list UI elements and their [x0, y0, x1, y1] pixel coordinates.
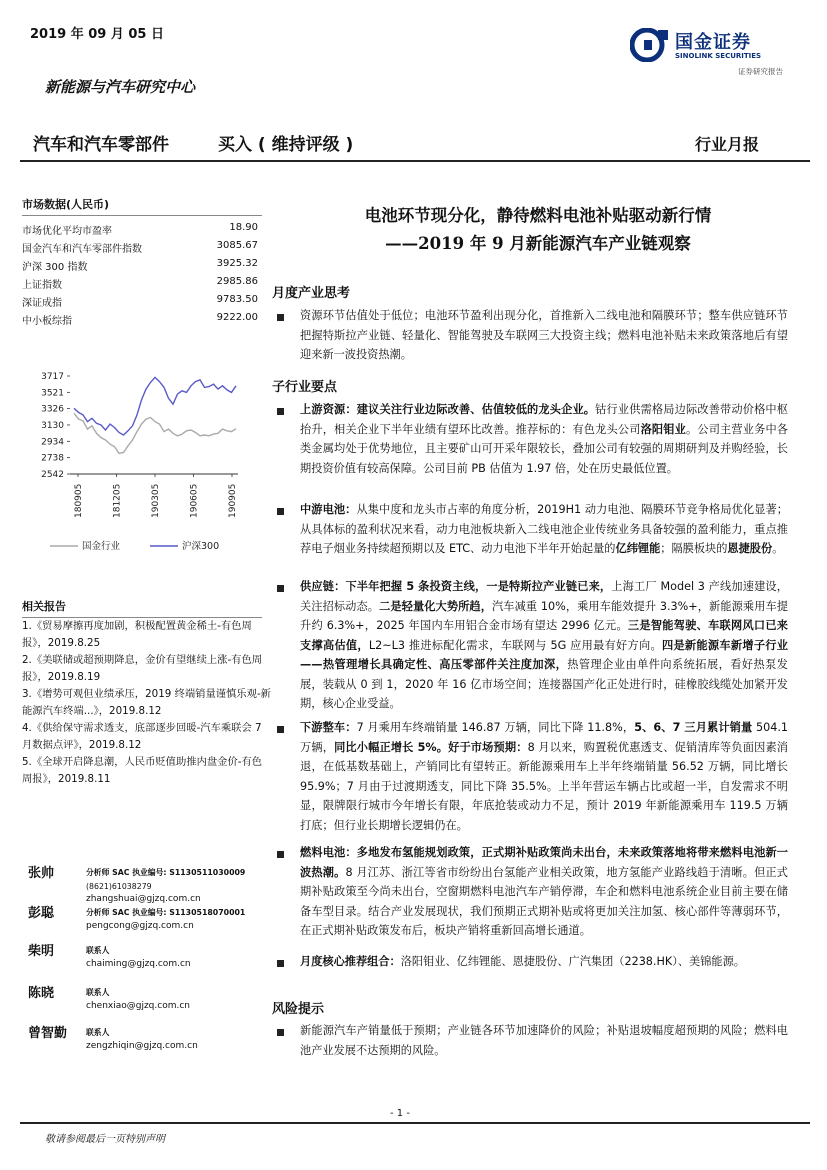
related-report: 5.《全球开启降息潮，人民币贬值助推内盘金价-有色周报》，2019.8.11 — [22, 756, 263, 785]
research-center: 新能源与汽车研究中心 — [45, 78, 196, 96]
market-data-title: 市场数据(人民币) — [22, 196, 262, 216]
x-tick-label: 190605 — [189, 483, 200, 518]
supply-chain-paragraph: 供应链：下半年把握 5 条投资主线，一是特斯拉产业链已来，上海工厂 Model 3 产线加速建设，关注招标动态。二是轻量化大势所趋，汽车减重 10%，乘用车能效提升 3.3%+，新能源乘用车提升约 6.3%+，2025 年国内车用铝合金市场有望达 2996 亿元。三是智能驾驶、车联网风口已来支撑高估值，L2~L3 推进标配化需求，车联网与 5G 应用最有好方向。四是新能源车新增子行业——热管理增长具确定性、高压零部件关注度加深，热管理企业由单件向系统拓展，看好热泵发展，装载从 0 到 1，2020 年 16 亿市场空间；连接器国产化正处进行时，硅橡胶线缆处加紧开发期，核心企业受益。 — [300, 580, 788, 710]
company-logo-icon — [630, 28, 670, 62]
section-heading: 风险提示 — [272, 1002, 325, 1017]
analyst-info: 联系人 chaiming@gjzq.com.cn — [86, 946, 191, 969]
logo-english: SINOLINK SECURITIES — [675, 52, 762, 60]
bullet-icon — [277, 960, 284, 967]
header-divider — [20, 160, 810, 162]
bullet-icon — [277, 1029, 284, 1036]
index-chart — [20, 362, 252, 592]
disclaimer-note: 敬请参阅最后一页特别声明 — [45, 1134, 165, 1145]
x-tick-label: 180905 — [74, 483, 84, 518]
section-paragraph: 资源环节估值处于低位；电池环节盈利出现分化，首推新入二线电池和隔膜环节；整车供应链环节把握特斯拉产业链、轻量化、智能驾驶及车联网三大投资主线；燃料电池补贴未来政策落地后有望迎来新一波投资热潮。 — [300, 309, 788, 361]
analyst-name: 陈晓 — [28, 986, 55, 1001]
x-tick-label: 190305 — [151, 483, 161, 518]
market-row: 国金汽车和汽车零部件指数 3085.67 — [22, 240, 258, 255]
analyst-info: 分析师 SAC 执业编号: S1130518070001 pengcong@gjzq.com.cn — [86, 908, 246, 931]
downstream-paragraph: 下游整车：7 月乘用车终端销量 146.87 万辆，同比下降 11.8%，5、6、7 三月累计销量 504.1 万辆，同比小幅正增长 5%。好于市场预期：8 月以来，购置税优惠透支、促销清库等负面因素消退，在低基数基础上，产销同比有望转正。新能源乘用车上半年终端销量 56.52 万辆，同比增长 95.9%；7 月由于过渡期透支，同比下降 35.5%。上半年营运车辆占比或超一半，自发需求不明显，限牌限行城市今年增长有限，年底抢装或动力不足，预计 2019 年新能源乘用车 119.5 万辆打底；但行业长期增长逻辑仍在。 — [300, 721, 789, 832]
series-line-沪深300 — [74, 377, 236, 435]
report-type: 行业月报 — [695, 135, 760, 154]
chart-x-ticks — [74, 484, 238, 518]
report-title: 电池环节现分化，静待燃料电池补贴驱动新行情 — [364, 206, 712, 225]
market-row: 深证成指 9783.50 — [22, 294, 258, 309]
logo-sub: 证券研究报告 — [738, 67, 783, 76]
market-row: 市场优化平均市盈率 18.90 — [22, 222, 258, 237]
bullet-icon — [277, 851, 284, 858]
related-report: 3.《增势可观但业绩承压，2019 终端销量谨慎乐观-新能源汽车终端...》，2019.8.12 — [22, 688, 271, 717]
section-heading: 子行业要点 — [272, 380, 338, 395]
y-tick-label: 2934 — [41, 437, 64, 448]
analyst-name: 柴明 — [28, 944, 55, 959]
market-row: 中小板综指 9222.00 — [22, 312, 258, 327]
logo-name: 国金证券 — [675, 32, 751, 53]
report-date: 2019 年 09 月 05 日 — [30, 27, 164, 42]
y-tick-label: 2738 — [41, 453, 64, 464]
market-row: 上证指数 2985.86 — [22, 276, 258, 291]
y-tick-label: 3521 — [41, 388, 64, 399]
related-report: 2.《美联储或超预期降息，金价有望继续上涨-有色周报》，2019.8.19 — [22, 654, 263, 683]
market-data-block — [22, 196, 262, 326]
sector-name: 汽车和汽车零部件 — [33, 135, 169, 155]
bullet-icon — [277, 726, 284, 733]
y-tick-label: 2542 — [41, 470, 64, 480]
picks-paragraph: 月度核心推荐组合：洛阳钼业、亿纬锂能、恩捷股份、广汽集团（2238.HK）、美锦能源。 — [300, 955, 745, 968]
legend-label: 国金行业 — [82, 541, 121, 552]
series-line-国金行业 — [74, 413, 236, 453]
x-tick-label: 190905 — [228, 483, 238, 518]
upstream-paragraph: 上游资源：建议关注行业边际改善、估值较低的龙头企业。钴行业供需格局边际改善带动价格中枢抬升，相关企业下半年业绩有望环比改善。推荐标的：有色龙头公司洛阳钼业。公司主营业务中各类金属均处于优势地位，且主要矿山可开采年限较长，叠加公司有较强的周期研判及并购经验，长期投资价值有较高保障。公司目前 PB 估值为 1.97 倍，处在历史最低位置。 — [300, 403, 788, 475]
report-subtitle: ——2019 年 9 月新能源汽车产业链观察 — [385, 234, 691, 253]
chart-lines — [74, 377, 236, 453]
legend-label: 沪深300 — [182, 541, 220, 552]
bullet-icon — [277, 508, 284, 515]
bullet-icon — [277, 585, 284, 592]
y-tick-label: 3326 — [41, 404, 64, 415]
y-tick-label: 3717 — [41, 372, 64, 382]
section-heading: 月度产业思考 — [272, 286, 351, 301]
bullet-icon — [277, 314, 284, 321]
analyst-info: 联系人 chenxiao@gjzq.com.cn — [86, 988, 190, 1011]
rating: 买入 ( 维持评级 ) — [218, 135, 354, 155]
x-tick-label: 181205 — [112, 483, 123, 518]
risk-paragraph: 新能源汽车产销量低于预期；产业链各环节加速降价的风险；补贴退坡幅度超预期的风险；燃料电池产业发展不达预期的风险。 — [300, 1024, 788, 1057]
page-number: - 1 - — [390, 1108, 410, 1119]
fuel-cell-paragraph: 燃料电池：多地发布氢能规划政策，正式期补贴政策尚未出台，未来政策落地将带来燃料电池新一波热潮。8 月江苏、浙江等省市纷纷出台氢能产业相关政策，地方氢能产业路线趋于清晰。但正式期补贴政策至今尚未出台，空窗期燃料电池汽车产销停滞，车企和燃料电池系统企业目前主要在储备车型目录。结合产业发展现状，我们预期正式期补贴或将更加关注加氢、核心部件等薄弱环节，在正式期补贴政策发布后，板块产销将重新回高增长通道。 — [300, 846, 788, 937]
footer-divider — [20, 1122, 810, 1124]
analyst-name: 张帅 — [28, 866, 55, 881]
related-report: 4.《供给保守需求透支，底部逐步回暖-汽车乘联会 7 月数据点评》，2019.8.12 — [22, 722, 262, 751]
chart-y-ticks — [41, 372, 64, 480]
analyst-name: 彭聪 — [28, 906, 55, 921]
bullet-icon — [277, 408, 284, 415]
analyst-info: 联系人 zengzhiqin@gjzq.com.cn — [86, 1028, 198, 1051]
related-report: 1.《贸易摩擦再度加剧，积极配置黄金稀土-有色周报》，2019.8.25 — [22, 620, 252, 649]
chart-legend — [50, 540, 219, 552]
related-title: 相关报告 — [22, 598, 262, 618]
analyst-name: 曾智勤 — [28, 1026, 68, 1041]
analyst-info: 分析师 SAC 执业编号: S1130511030009 (8621)61038279 zhangshuai@gjzq.com.cn — [86, 868, 246, 904]
market-row: 沪深 300 指数 3925.32 — [22, 258, 258, 273]
midstream-paragraph: 中游电池：从集中度和龙头市占率的角度分析，2019H1 动力电池、隔膜环节竞争格局优化显著；从具体标的盈利状况来看，动力电池板块新入二线电池企业传统业务具备较强的盈利能力，重点推荐电子烟业务持续超预期以及 ETC、动力电池下半年开始起量的亿纬锂能；隔膜板块的恩捷股份。 — [300, 503, 788, 555]
y-tick-label: 3130 — [41, 420, 64, 431]
